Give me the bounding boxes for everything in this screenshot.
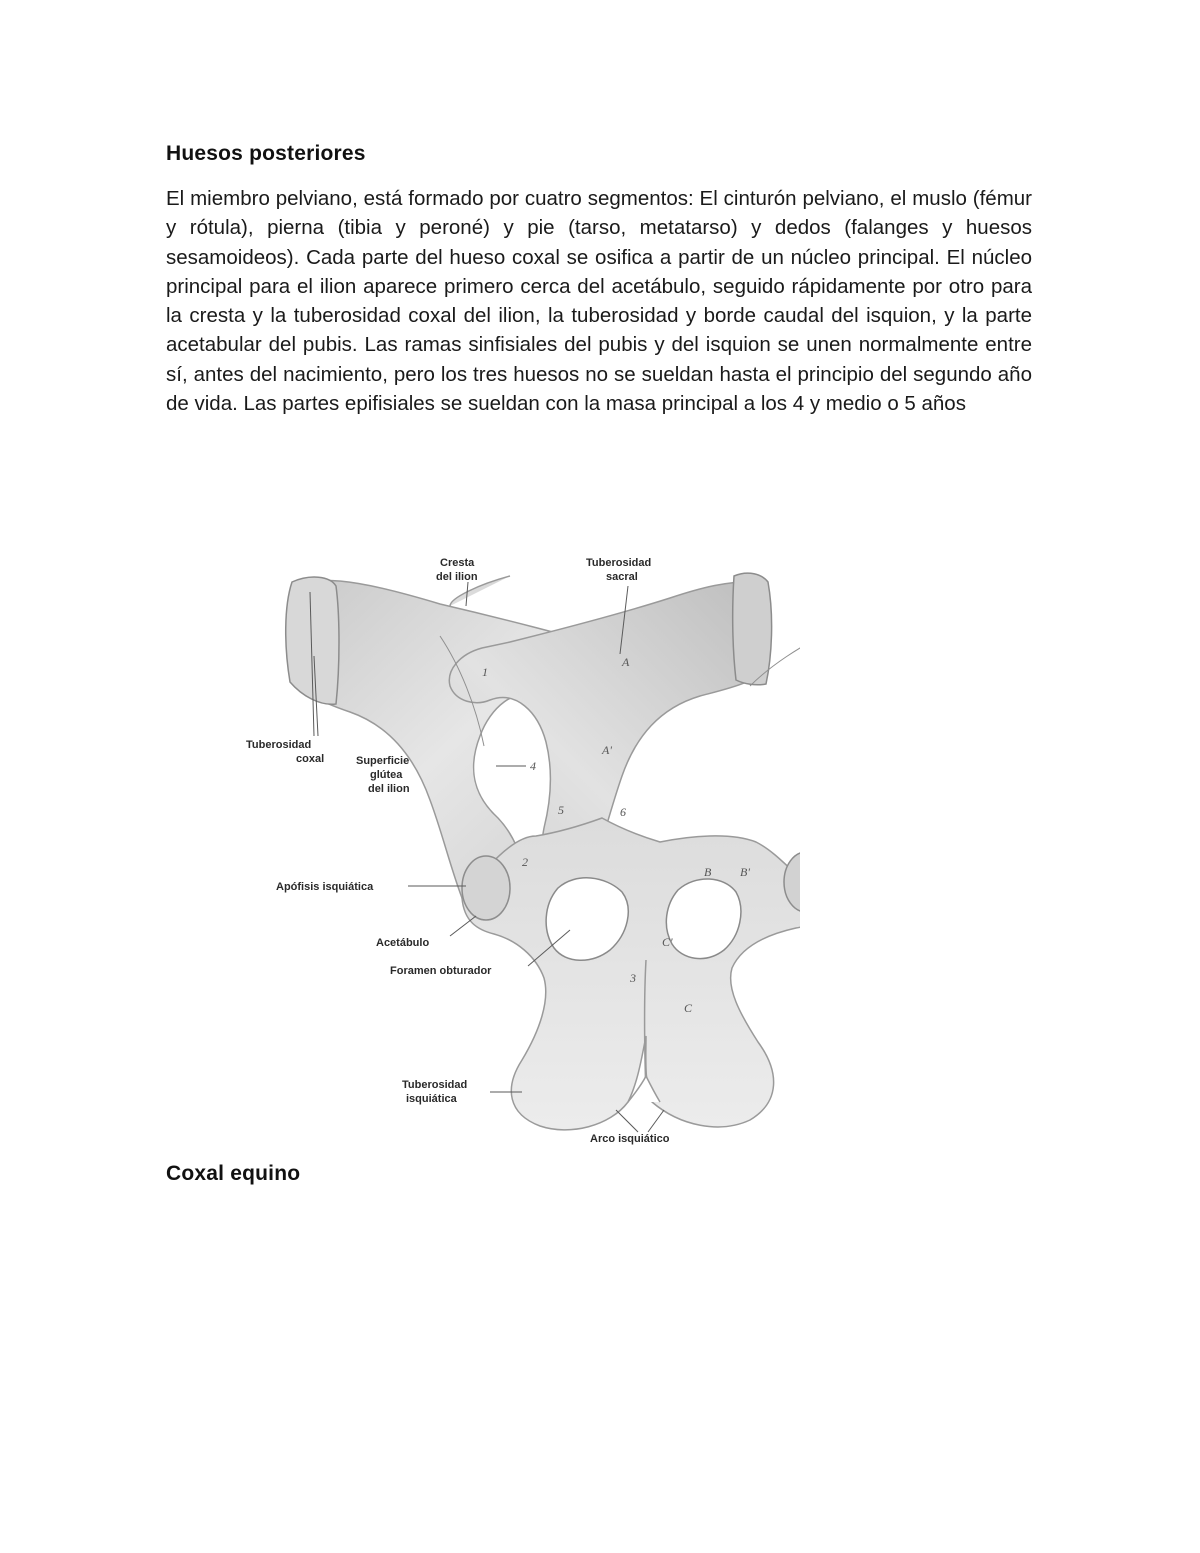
marker-4: 4	[530, 759, 536, 773]
right-tuber-coxae	[733, 573, 772, 685]
body-paragraph: El miembro pelviano, está formado por cuatro segmentos: El cinturón pelviano, el muslo (fémur y rótula), pierna (tibia y peroné) y pie (tarso, metatarso) y dedos (falanges y huesos sesamoideos). Cada parte del hueso coxal se osifica a partir de un núcleo principal. El núcleo principal para el ilion aparece primero cerca del acetábulo, seguido rápidamente por otro para la cresta y la tuberosidad coxal del ilion, la tuberosidad y borde caudal del isquion, y la parte acetabular del pubis. Las ramas sinfisiales del pubis y del isquion se unen normalmente entre sí, antes del nacimiento, pero los tres huesos no se sueldan hasta el principio del segundo año de vida. Las partes epifisiales se sueldan con la masa principal a los 4 y medio o 5 años	[166, 187, 1032, 416]
label-sup-glutea-2: glútea	[370, 769, 403, 781]
label-tub-sacral-2: sacral	[606, 571, 638, 583]
label-cresta-1: Cresta	[440, 557, 475, 569]
marker-5: 5	[558, 803, 564, 817]
section-heading: Huesos posteriores	[166, 142, 366, 165]
label-cresta-2: del ilion	[436, 571, 478, 583]
marker-3: 3	[630, 971, 636, 985]
left-acetabulum	[462, 856, 510, 920]
marker-C: C	[684, 1001, 693, 1015]
marker-B-prime: B'	[740, 865, 750, 879]
label-sup-glutea-1: Superficie	[356, 755, 410, 767]
label-tub-isq-2: isquiática	[406, 1093, 457, 1105]
marker-C-prime: C'	[662, 935, 673, 949]
label-acetabulo: Acetábulo	[376, 937, 430, 949]
label-tub-coxal-1: Tuberosidad	[246, 739, 312, 751]
label-arco: Arco isquiático	[590, 1133, 670, 1145]
marker-A: A	[622, 655, 630, 669]
figure-caption-heading: Coxal equino	[166, 1162, 301, 1185]
label-tub-sacral-1: Tuberosidad	[586, 557, 652, 569]
label-tub-isq-1: Tuberosidad	[402, 1079, 468, 1091]
marker-A-prime: A'	[602, 743, 612, 757]
marker-2: 2	[522, 855, 528, 869]
coxal-bone-figure	[240, 536, 800, 1162]
marker-1: 1	[482, 665, 488, 679]
marker-6: 6	[620, 805, 626, 819]
label-sup-glutea-3: del ilion	[368, 783, 410, 795]
label-apofisis: Apófisis isquiática	[276, 881, 374, 893]
label-foramen: Foramen obturador	[390, 965, 492, 977]
pelvis-illustration	[240, 536, 800, 1162]
label-tub-coxal-2: coxal	[296, 753, 325, 765]
marker-B: B	[704, 865, 712, 879]
